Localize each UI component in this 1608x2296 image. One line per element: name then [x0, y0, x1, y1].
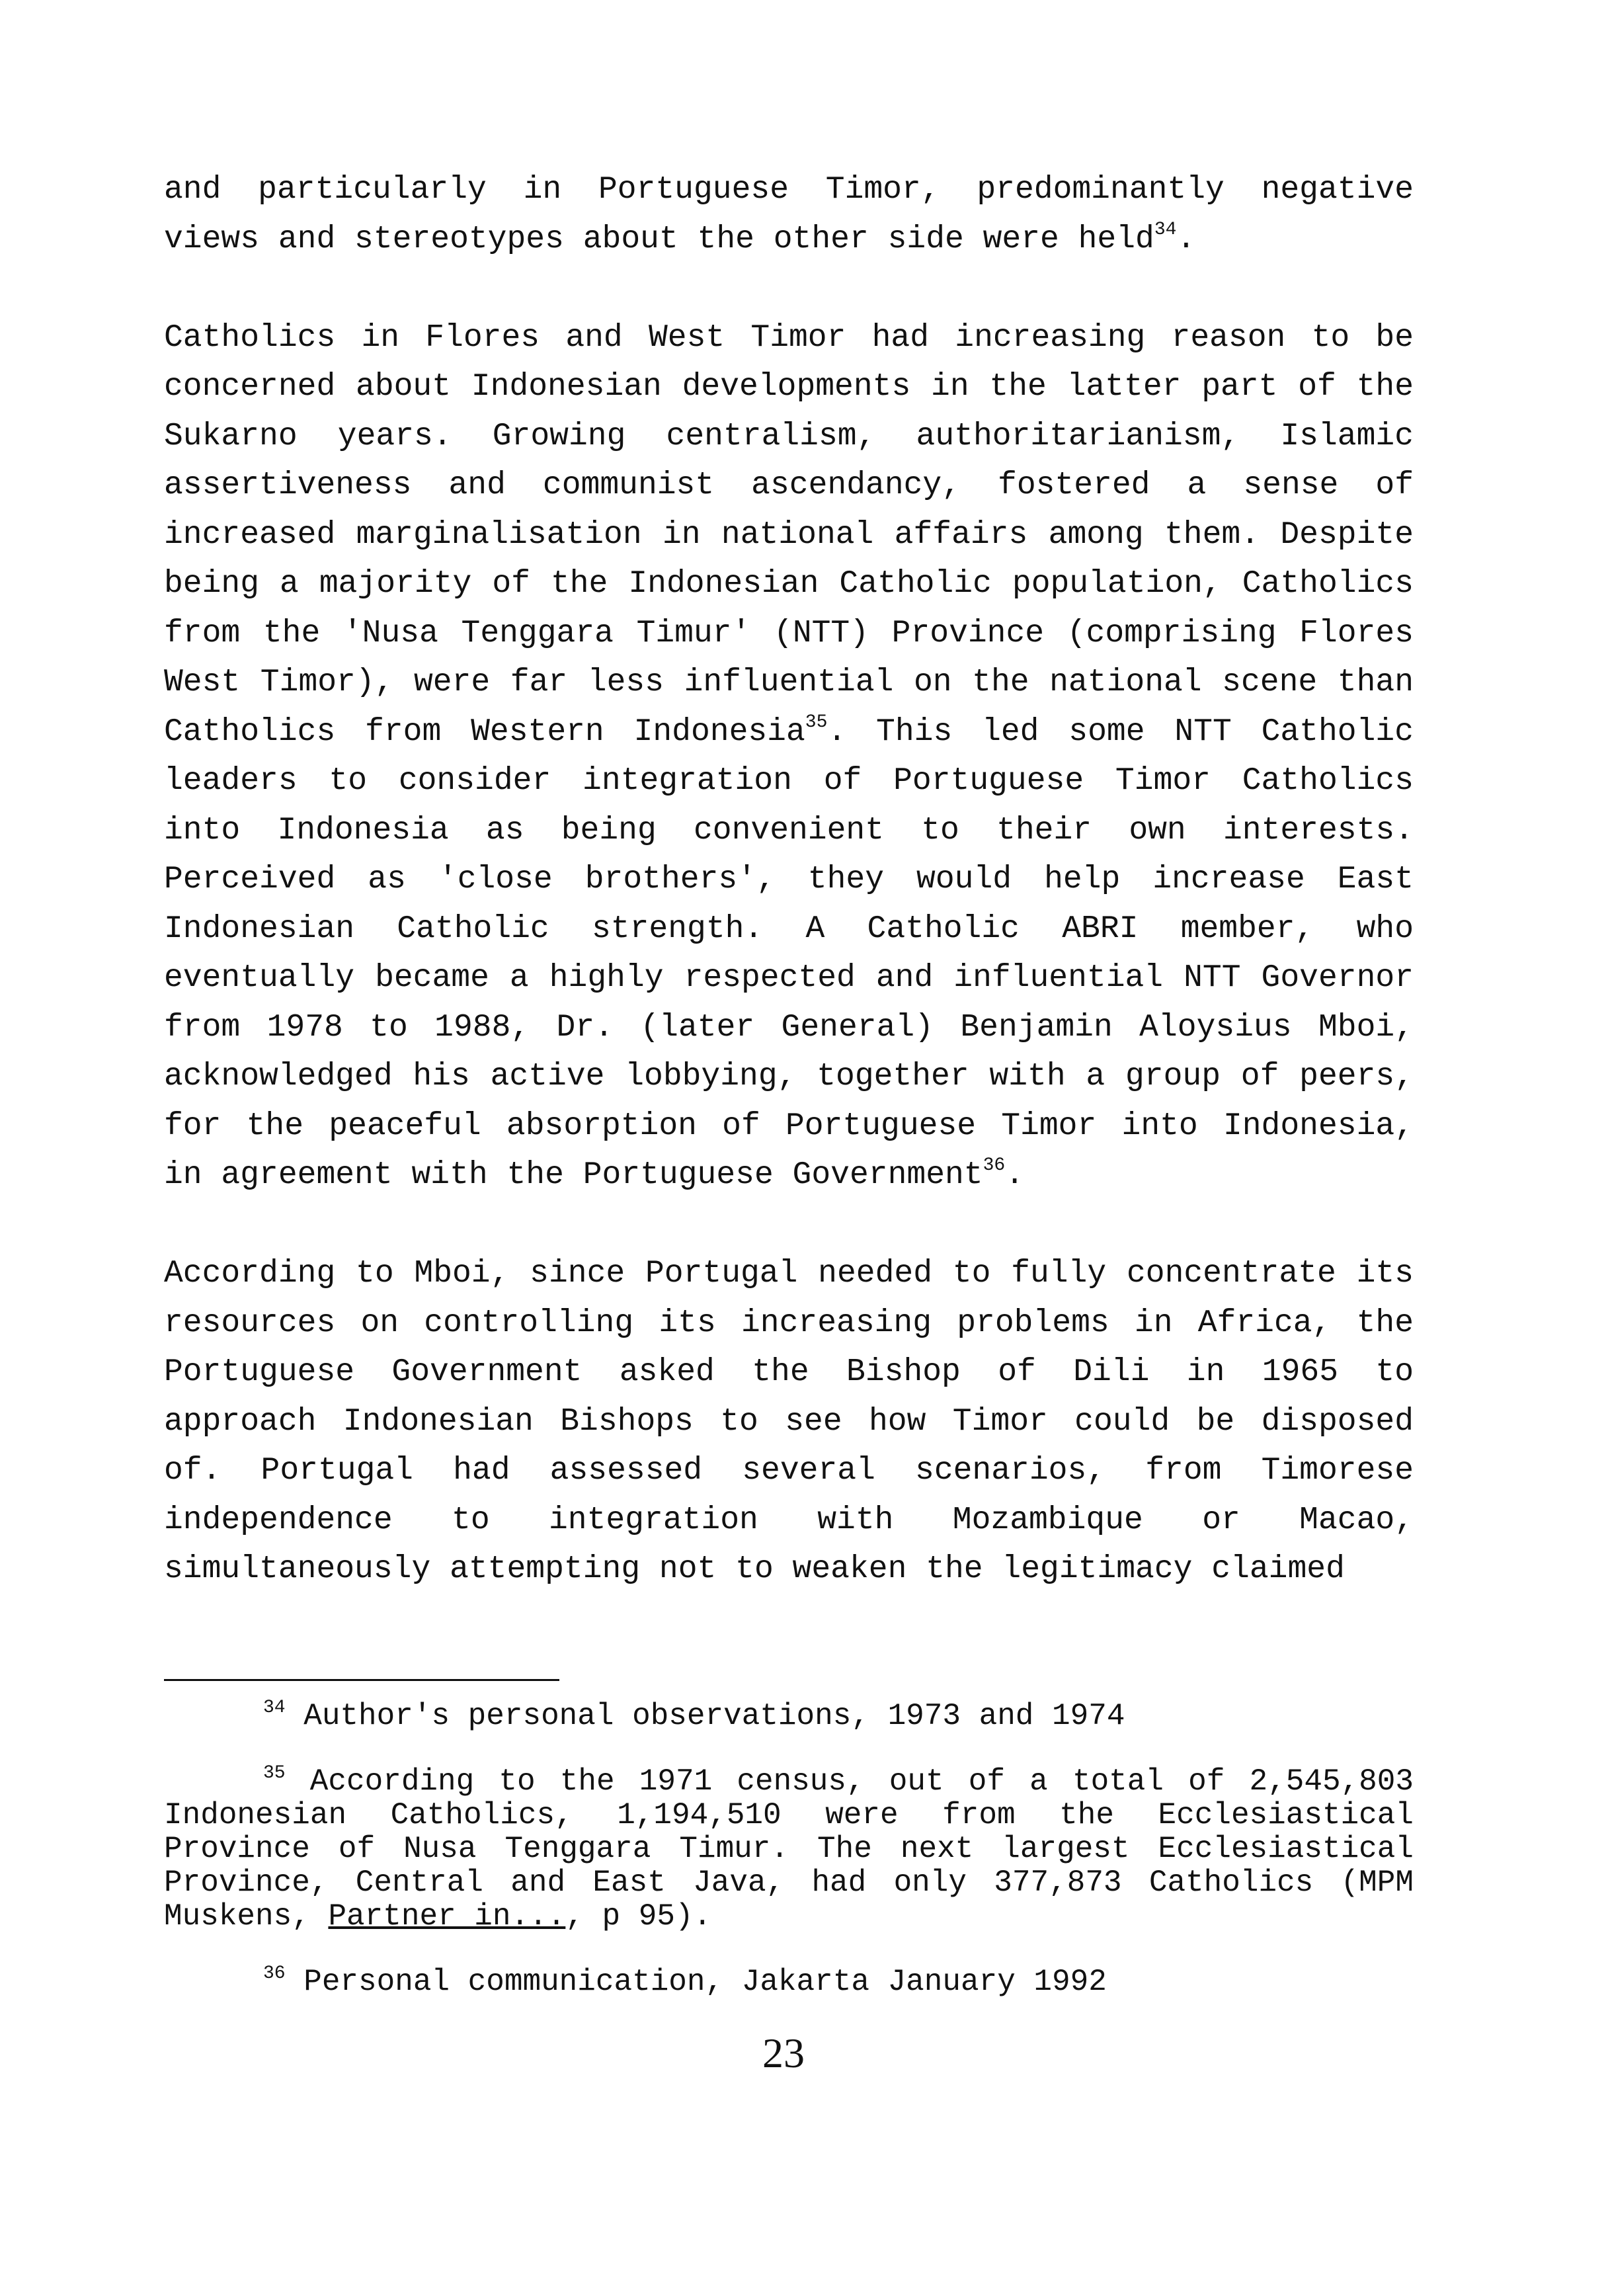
footnote-34 — [164, 1700, 1414, 1733]
paragraph-1 — [164, 165, 1414, 264]
footnote-ref-36[interactable]: 36 — [983, 1155, 1006, 1176]
footnote-text: Author's personal observations, 1973 and 1974 — [303, 1699, 1125, 1733]
paragraph-text: and particularly in Portuguese Timor, predominantly negative views and stereotypes about the other side were held — [164, 172, 1414, 257]
footnote-text: According to the 1971 census, out of a total of 2,545,803 Indonesian Catholics, 1,194,510 were from the Ecclesiastical Province of Nusa Tenggara Timur. The next largest Ecclesiastical Province, Central and East Java, had only 377,873 Catholics (MPM Muskens, — [164, 1764, 1414, 1934]
footnote-number: 35 — [263, 1763, 286, 1784]
paragraph-text: . — [1176, 221, 1196, 257]
paragraph-2 — [164, 313, 1414, 1200]
footnote-ref-35[interactable]: 35 — [805, 712, 828, 733]
footnote-ref-34[interactable]: 34 — [1154, 219, 1177, 240]
citation-title: Partner in... — [328, 1899, 566, 1934]
paragraph-3 — [164, 1249, 1414, 1594]
footnote-separator — [164, 1679, 559, 1681]
footnote-number: 34 — [263, 1698, 286, 1718]
footnote-36 — [164, 1965, 1414, 1999]
footnote-text: Personal communication, Jakarta January 1992 — [303, 1965, 1107, 1999]
footnote-number: 36 — [263, 1963, 286, 1984]
paragraph-text: . This led some NTT Catholic leaders to consider integration of Portuguese Timor Catholics into Indonesia as being convenient to their own interests. Perceived as 'close brothers', they would help increase East Indonesian Catholic strength. A Catholic ABRI member, who eventually became a highly respected and influential NTT Governor from 1978 to 1988, Dr. (later General) Benjamin Aloysius Mboi, acknowledged his active lobbying, together with a group of peers, for the peaceful absorption of Portuguese Timor into Indonesia, in agreement with the Portuguese Government — [164, 714, 1414, 1193]
footnote-35 — [164, 1765, 1414, 1934]
page-number: 23 — [762, 2030, 805, 2076]
body-text — [164, 165, 1414, 1643]
footnotes — [164, 1700, 1414, 2031]
paragraph-text: Catholics in Flores and West Timor had increasing reason to be concerned about Indonesian developments in the latter part of the Sukarno years. Growing centralism, authoritarianism, Islamic assertiveness and communist ascendancy, fostered a sense of increased marginalisation in national affairs among them. Despite being a majority of the Indonesian Catholic population, Catholics from the 'Nusa Tenggara Timur' (NTT) Province (comprising Flores West Timor), were far less influential on the national scene than Catholics from Western Indonesia — [164, 319, 1414, 750]
paragraph-text: . — [1005, 1157, 1025, 1193]
paragraph-text: According to Mboi, since Portugal needed to fully concentrate its resources on controlling its increasing problems in Africa, the Portuguese Government asked the Bishop of Dili in 1965 to approach Indonesian Bishops to see how Timor could be disposed of. Portugal had assessed several scenarios, from Timorese independence to integration with Mozambique or Macao, simultaneously attempting not to weaken the legitimacy claimed — [164, 1256, 1414, 1587]
footnote-text: , p 95). — [565, 1899, 712, 1934]
